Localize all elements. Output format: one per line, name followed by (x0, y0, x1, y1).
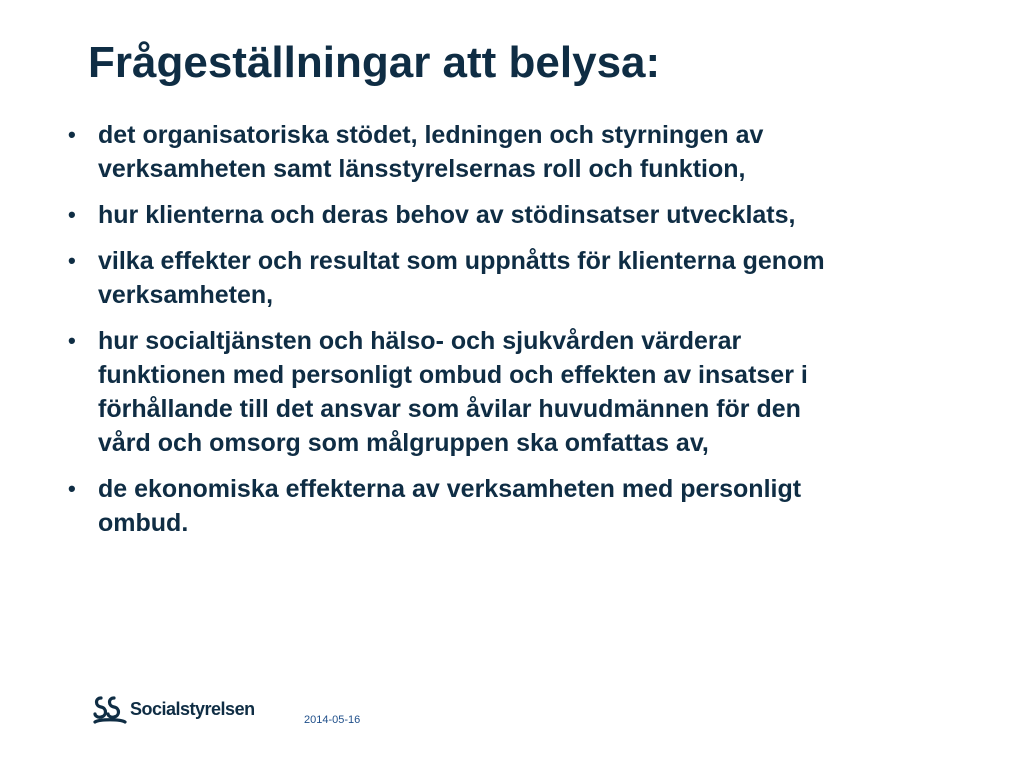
bullet-icon: • (68, 202, 76, 227)
slide-title: Frågeställningar att belysa: (88, 38, 661, 87)
bullet-item (68, 198, 858, 232)
bullet-text: det organisatoriska stödet, ledningen och styrningen av verksamheten samt länsstyrelsernas roll och funktion, (98, 121, 764, 183)
logo-text: Socialstyrelsen (130, 699, 255, 719)
slide-date: 2014-05-16 (304, 714, 361, 726)
bullet-text: de ekonomiska effekterna av verksamheten med personligt ombud. (98, 475, 802, 537)
slide-footer (92, 692, 392, 732)
socialstyrelsen-logo (92, 692, 255, 726)
bullet-text: hur socialtjänsten och hälso- och sjukvården värderar funktionen med personligt ombud och effekten av insatser i förhållande till det ansvar som åvilar huvudmännen för den vård och omsorg som målgruppen ska omfattas av, (98, 327, 808, 457)
bullet-item (68, 118, 858, 186)
bullet-list (68, 118, 858, 552)
bullet-text: hur klienterna och deras behov av stödinsatser utvecklats, (98, 201, 796, 229)
bullet-icon: • (68, 476, 76, 501)
bullet-item (68, 324, 858, 460)
bullet-icon: • (68, 328, 76, 353)
socialstyrelsen-logo-icon (92, 692, 128, 726)
bullet-icon: • (68, 122, 76, 147)
bullet-item (68, 472, 858, 540)
bullet-item (68, 244, 858, 312)
bullet-icon: • (68, 248, 76, 273)
bullet-text: vilka effekter och resultat som uppnåtts för klienterna genom verksamheten, (98, 247, 825, 309)
